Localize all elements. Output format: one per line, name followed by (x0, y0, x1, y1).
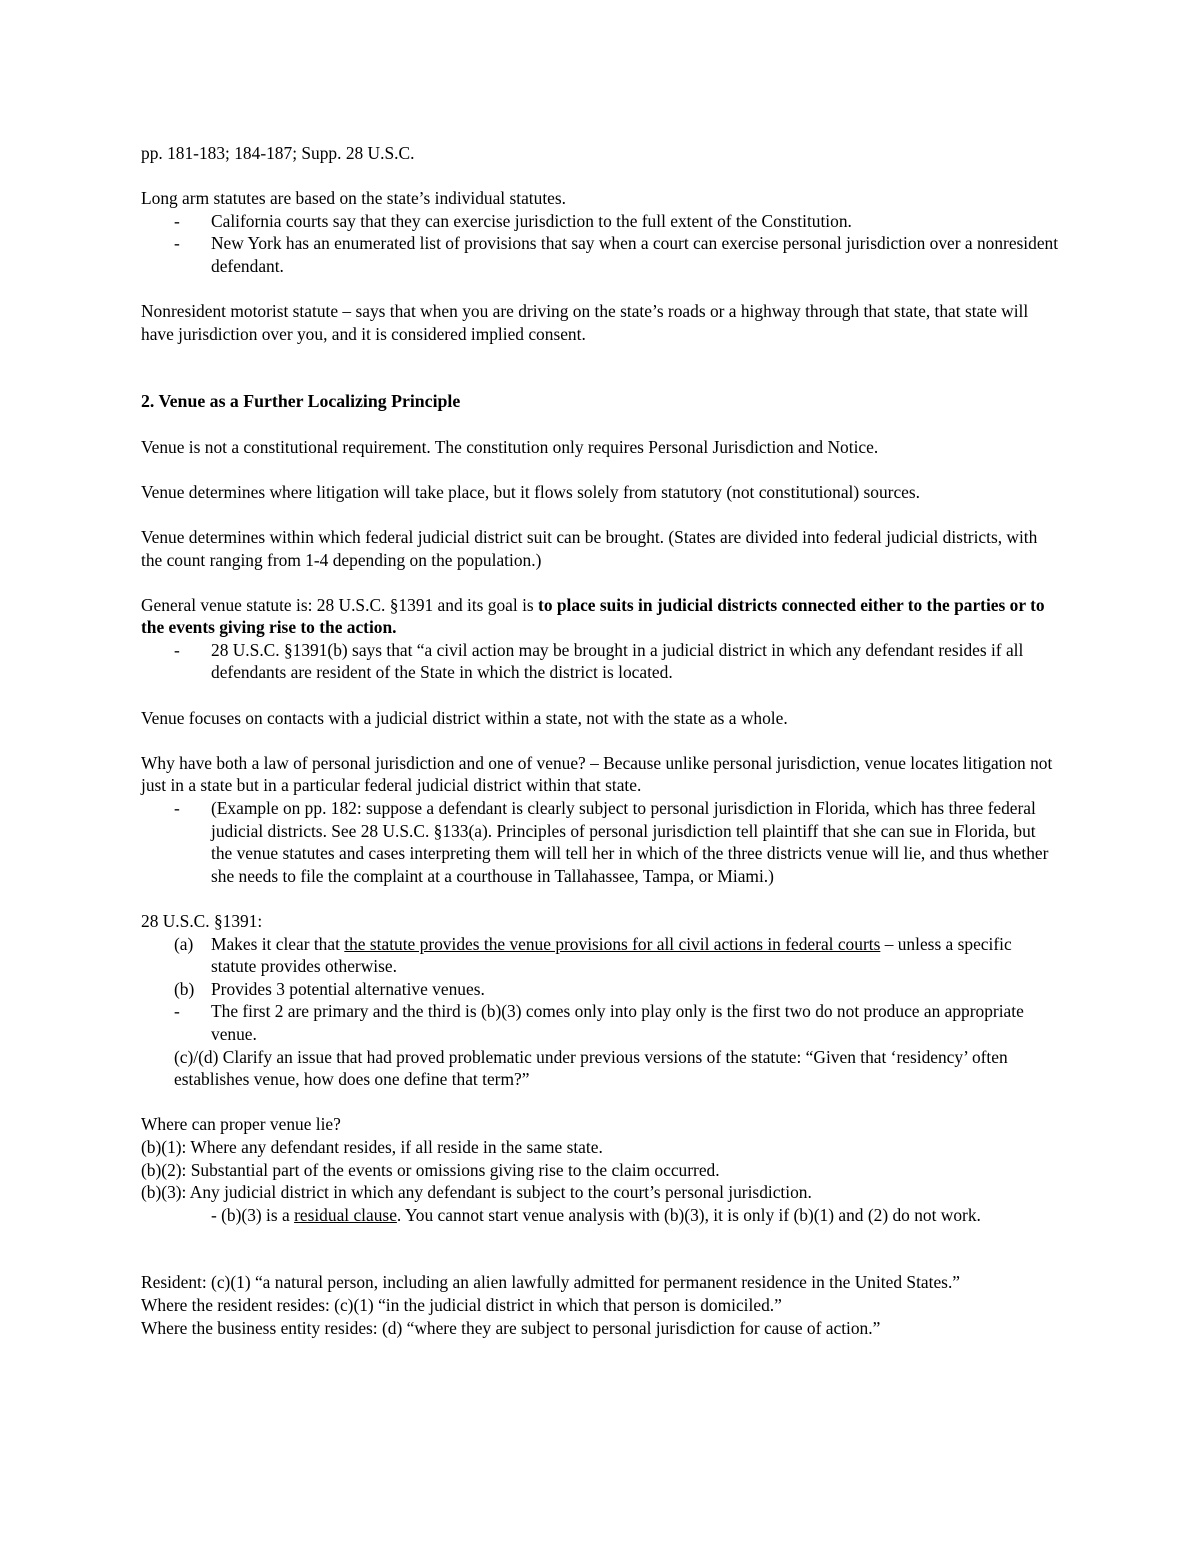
statute-a-post: – unless a specific statute provides otherwise. (211, 933, 1012, 977)
paragraph: Venue determines where litigation will take place, but it flows solely from statutory (not constitutional) sources. (141, 481, 921, 502)
bullet-dash: - (174, 1001, 180, 1022)
statute-dash-text: The first 2 are primary and the third is (b)(3) comes only into play only is the first two do not produce an appropriate venue. (211, 1001, 1024, 1044)
list-item (141, 797, 1061, 887)
statute-a-pre: Makes it clear that (211, 933, 345, 954)
list-item (141, 232, 1061, 277)
list-marker: (a) (174, 933, 194, 954)
bullet-text: New York has an enumerated list of provisions that say when a court can exercise personal jurisdiction over a nonresident defendant. (211, 233, 1059, 276)
statute-a-underline: the statute provides the venue provisions for all civil actions in federal courts (344, 933, 881, 954)
paragraph: Venue focuses on contacts with a judicial district within a state, not with the state as a whole. (141, 707, 788, 728)
residual-post: . You cannot start venue analysis with (b)(3), it is only if (b)(1) and (2) do not work. (396, 1204, 981, 1225)
list-item (141, 978, 1061, 1001)
residual-underline: residual clause (294, 1204, 397, 1225)
general-venue-goal: to place suits in judicial districts connected either to the parties or to the events giving rise to the action. (141, 594, 1045, 638)
proper-venue-b3: (b)(3): Any judicial district in which any defendant is subject to the court’s personal jurisdiction. (141, 1182, 812, 1203)
section-heading: 2. Venue as a Further Localizing Principle (141, 391, 461, 412)
business-entity-resides: Where the business entity resides: (d) “where they are subject to personal jurisdiction for cause of action.” (141, 1317, 881, 1338)
residual-pre: - (b)(3) is a (211, 1204, 295, 1225)
bullet-dash: - (174, 210, 180, 231)
resident-resides: Where the resident resides: (c)(1) “in the judicial district in which that person is domiciled.” (141, 1294, 782, 1315)
bullet-dash: - (174, 233, 180, 254)
bullet-text: (Example on pp. 182: suppose a defendant is clearly subject to personal jurisdiction in Florida, which has three federal judicial districts. See 28 U.S.C. §133(a). Principles of personal jurisdiction tell plaintiff that she can sue in Florida, but the venue statutes and cases interpreting them will tell her in which of the three districts venue will lie, and thus whether she needs to file the complaint at a courthouse in Tallahassee, Tampa, or Miami.) (211, 798, 1049, 886)
statute-title: 28 U.S.C. §1391: (141, 911, 263, 931)
resident-definition: Resident: (c)(1) “a natural person, including an alien lawfully admitted for permanent residence in the United States.” (141, 1272, 961, 1293)
page-reference: pp. 181-183; 184-187; Supp. 28 U.S.C. (141, 143, 415, 163)
bullet-text: California courts say that they can exercise jurisdiction to the full extent of the Constitution. (211, 210, 852, 231)
statute-cd-text: (c)/(d) Clarify an issue that had proved problematic under previous versions of the statute: “Given that ‘residency’ often establishes venue, how does one define that term?” (174, 1046, 1008, 1090)
proper-venue-question: Where can proper venue lie? (141, 1114, 341, 1135)
bullet-text: 28 U.S.C. §1391(b) says that “a civil action may be brought in a judicial district in which any defendant resides if all defendants are resident of the State in which the district is located. (211, 639, 1024, 683)
list-item (141, 639, 1061, 684)
bullet-dash: - (174, 798, 180, 819)
general-venue-lead: General venue statute is: 28 U.S.C. §1391 and its goal is (141, 594, 539, 615)
list-item (141, 1000, 1061, 1045)
paragraph: Venue determines within which federal judicial district suit can be brought. (States are divided into federal judicial districts, with the count ranging from 1-4 depending on the population.) (141, 526, 1038, 570)
general-venue-paragraph (141, 594, 1061, 639)
proper-venue-b1: (b)(1): Where any defendant resides, if all reside in the same state. (141, 1136, 603, 1157)
proper-venue-b2: (b)(2): Substantial part of the events or omissions giving rise to the claim occurred. (141, 1159, 720, 1180)
bullet-dash: - (174, 639, 180, 660)
residual-clause-note (141, 1204, 1061, 1227)
why-paragraph: Why have both a law of personal jurisdiction and one of venue? – Because unlike personal jurisdiction, venue locates litigation not just in a state but in a particular federal judicial district within that state. (141, 752, 1053, 796)
list-item (141, 210, 1061, 233)
long-arm-intro: Long arm statutes are based on the state’s individual statutes. (141, 188, 567, 209)
list-marker: (b) (174, 978, 195, 999)
statute-b-text: Provides 3 potential alternative venues. (211, 978, 485, 999)
list-item (141, 933, 1061, 978)
document-body (141, 142, 1061, 1339)
paragraph: Venue is not a constitutional requirement. The constitution only requires Personal Jurisdiction and Notice. (141, 436, 879, 457)
nonresident-motorist-paragraph: Nonresident motorist statute – says that when you are driving on the state’s roads or a highway through that state, that state will have jurisdiction over you, and it is considered implied consent. (141, 301, 1029, 344)
